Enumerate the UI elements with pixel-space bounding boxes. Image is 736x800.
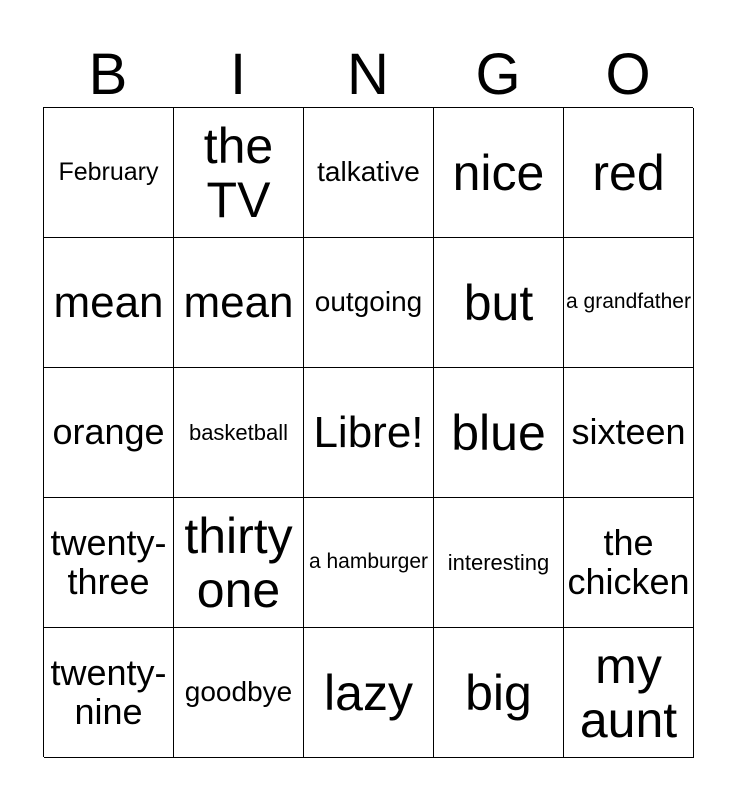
bingo-cell[interactable]: [44, 628, 174, 758]
bingo-cell[interactable]: [434, 628, 564, 758]
bingo-cell[interactable]: [44, 368, 174, 498]
cell-text: mean: [183, 277, 294, 327]
cell-text: blue: [451, 404, 546, 461]
cell-text: orange: [52, 411, 165, 453]
bingo-cell[interactable]: [44, 108, 174, 238]
cell-text: Libre!: [313, 407, 424, 457]
bingo-cell[interactable]: [564, 628, 694, 758]
bingo-cell[interactable]: [304, 628, 434, 758]
cell-text: red: [592, 144, 665, 201]
cell-text: my aunt: [579, 637, 678, 748]
bingo-cell[interactable]: [564, 238, 694, 368]
bingo-board: [43, 107, 693, 757]
bingo-cell[interactable]: [434, 238, 564, 368]
header-letter-n: N: [347, 42, 389, 107]
cell-text: talkative: [317, 156, 420, 188]
cell-text: lazy: [324, 664, 413, 721]
cell-text: outgoing: [314, 286, 423, 318]
bingo-cell[interactable]: [174, 498, 304, 628]
header-letter-i: I: [229, 42, 247, 107]
cell-text: interesting: [447, 549, 550, 575]
bingo-cell[interactable]: [174, 368, 304, 498]
cell-text: but: [463, 274, 534, 331]
bingo-cell[interactable]: [304, 498, 434, 628]
bingo-cell[interactable]: [564, 108, 694, 238]
bingo-cell free-space[interactable]: [304, 368, 434, 498]
cell-text: thirty one: [184, 507, 293, 618]
cell-text: a grandfather: [566, 290, 691, 314]
bingo-cell[interactable]: [434, 368, 564, 498]
cell-text: goodbye: [184, 676, 293, 708]
cell-text: the TV: [203, 117, 274, 228]
cell-text: big: [465, 664, 532, 721]
bingo-cell[interactable]: [174, 238, 304, 368]
bingo-cell[interactable]: [174, 628, 304, 758]
cell-text: mean: [53, 277, 164, 327]
bingo-cell[interactable]: [304, 238, 434, 368]
bingo-cell[interactable]: [304, 108, 434, 238]
bingo-header: [43, 44, 693, 106]
cell-text: February: [58, 158, 159, 186]
cell-text: basketball: [188, 419, 289, 445]
bingo-cell[interactable]: [564, 368, 694, 498]
cell-text: a hamburger: [308, 550, 429, 574]
header-letter-o: O: [605, 42, 651, 107]
cell-text: twenty-nine: [50, 651, 167, 732]
bingo-cell[interactable]: [434, 108, 564, 238]
cell-text: twenty-three: [50, 521, 167, 602]
bingo-cell[interactable]: [434, 498, 564, 628]
bingo-cell[interactable]: [564, 498, 694, 628]
header-letter-g: G: [475, 42, 521, 107]
cell-text: sixteen: [571, 411, 686, 453]
header-letter-b: B: [88, 42, 128, 107]
bingo-cell[interactable]: [44, 238, 174, 368]
bingo-cell[interactable]: [44, 498, 174, 628]
bingo-cell[interactable]: [174, 108, 304, 238]
cell-text: nice: [452, 144, 545, 201]
cell-text: the chicken: [567, 521, 690, 602]
